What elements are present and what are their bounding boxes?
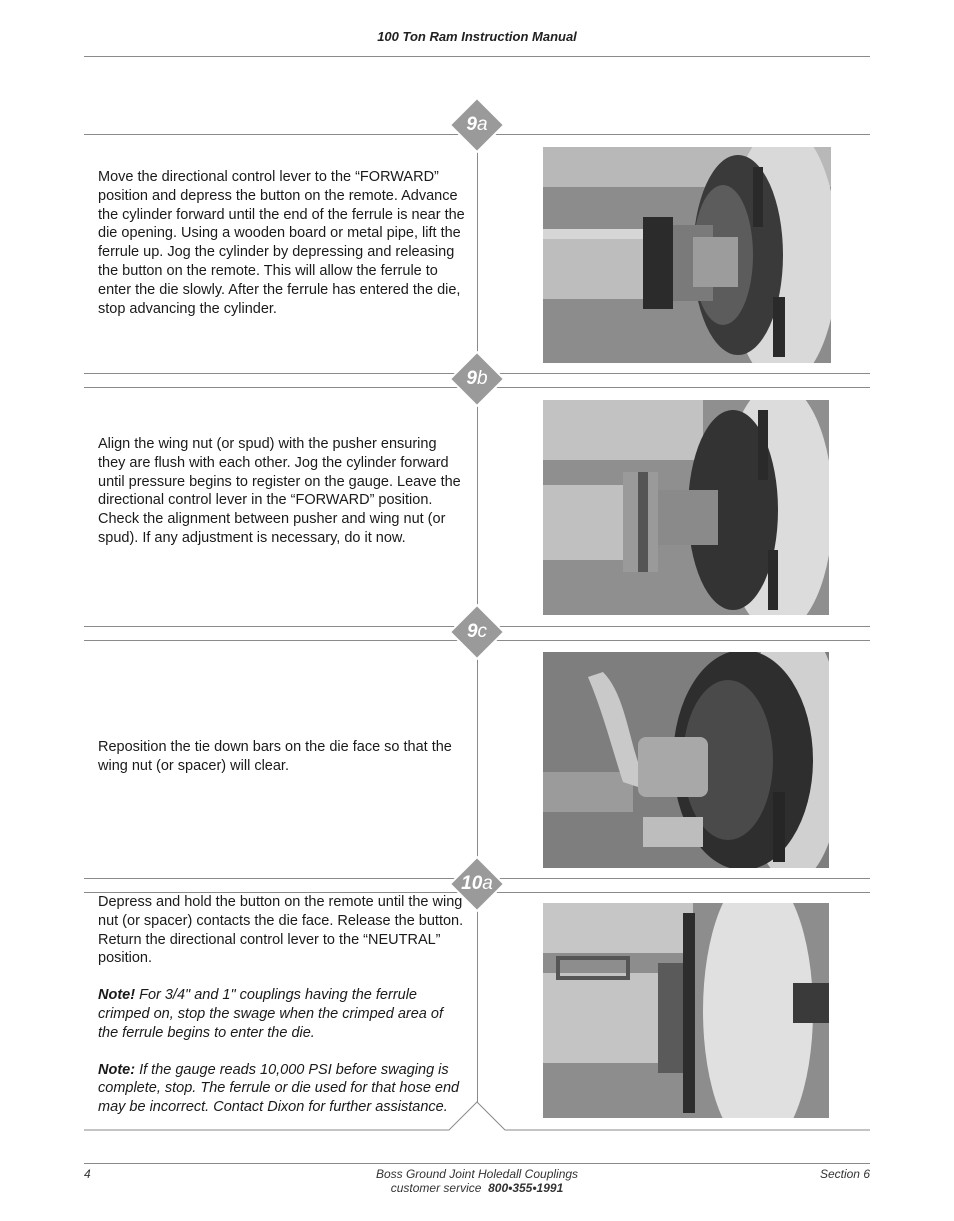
- step-10a-instructions: [98, 893, 466, 1135]
- step-9b-divider: [477, 387, 478, 627]
- step-9b-text: Align the wing nut (or spud) with the pusher ensuring they are flush with each other. Jog the cylinder forward until pressure begins to register on the gauge. Leave the directional control lever in the “FORWARD” position. Check the alignment between pusher and wing nut (or spud). If any adjustment is necessary, do it now.: [98, 436, 461, 546]
- footer-rule: [84, 1163, 870, 1164]
- header-rule: [84, 56, 870, 57]
- step-9a-text: Move the directional control lever to the “FORWARD” position and depress the button on the remote. Advance the cylinder forward until the end of the ferrule is near the die opening. Using a wooden board or metal pipe, lift the ferrule up. Jog the cylinder by depressing and releasing the button on the remote. This will allow the ferrule to enter the die slowly. After the ferrule has entered the die, stop advancing the cylinder.: [98, 169, 465, 317]
- step-9a-photo: [543, 147, 831, 363]
- step-9a-divider: [477, 134, 478, 374]
- step-badge-10a: 10 a: [449, 856, 505, 912]
- step-badge-9c: 9 c: [449, 604, 505, 660]
- footer-page-number: 4: [84, 1167, 91, 1181]
- footer-phone: 800•355•1991: [488, 1181, 564, 1195]
- header-title: 100 Ton Ram Instruction Manual: [377, 29, 577, 44]
- step-9c-divider: [477, 640, 478, 880]
- footer-section: Section 6: [819, 1167, 870, 1181]
- step-9c-text: Reposition the tie down bars on the die face so that the wing nut (or spacer) will clear.: [98, 739, 452, 774]
- footer-title: Boss Ground Joint Holedall Couplings: [375, 1167, 579, 1181]
- step-9c-photo: [543, 652, 829, 868]
- bottom-rule: [84, 1100, 870, 1132]
- step-9c-instructions: [98, 738, 466, 794]
- step-10a-text: Depress and hold the button on the remote until the wing nut (or spacer) contacts the die face. Release the button. Return the directional control lever to the “NEUTRAL” position.: [98, 894, 464, 967]
- step-9a-instructions: [98, 168, 466, 336]
- footer-customer-service: customer service 800•355•1991: [390, 1181, 564, 1195]
- footer-center: [0, 1167, 954, 1195]
- step-badge-9a: 9 a: [449, 97, 505, 153]
- step-10a-note-2: Note: If the gauge reads 10,000 PSI before swaging is complete, stop. The ferrule or die used for that hose end may be incorrect. Contact Dixon for further assistance.: [98, 1061, 460, 1116]
- step-badge-9b: 9 b: [449, 351, 505, 407]
- step-10a-note-1: Note! For 3/4" and 1" couplings having the ferrule crimped on, stop the swage when the crimped area of the ferrule begins to enter the die.: [98, 987, 443, 1041]
- step-9b-instructions: [98, 435, 466, 566]
- step-9b-photo: [543, 400, 829, 615]
- step-10a-photo: [543, 903, 829, 1118]
- step-10a-divider: [477, 892, 478, 1102]
